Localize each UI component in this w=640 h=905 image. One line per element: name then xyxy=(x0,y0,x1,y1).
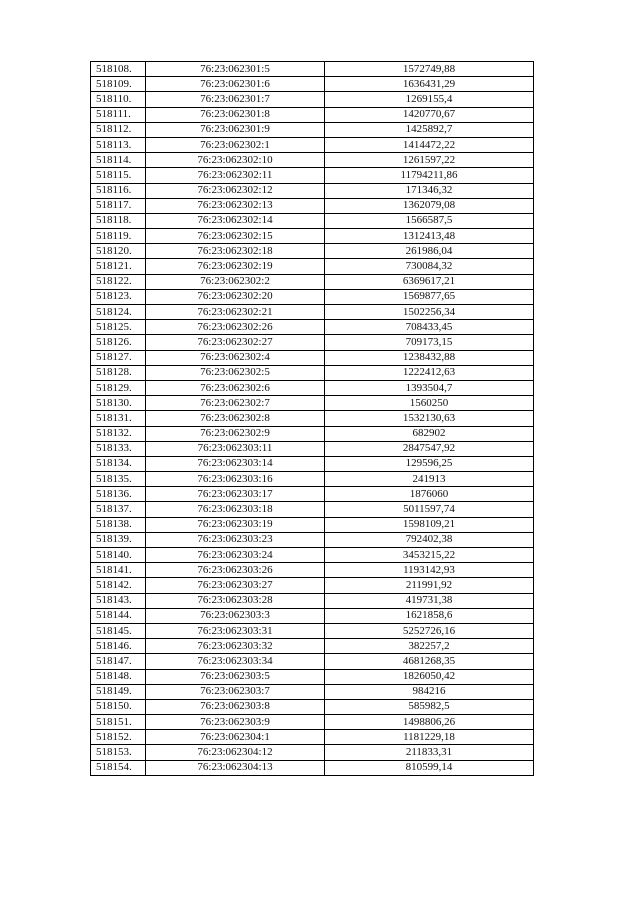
table-row xyxy=(91,441,534,456)
row-number-cell: 518148. xyxy=(91,669,146,684)
table-row xyxy=(91,760,534,775)
row-number-cell: 518130. xyxy=(91,396,146,411)
cadastral-value-cell: 682902 xyxy=(325,426,534,441)
cadastral-number-cell: 76:23:062302:27 xyxy=(146,335,325,350)
row-number-cell: 518149. xyxy=(91,684,146,699)
table-row xyxy=(91,289,534,304)
cadastral-value-cell: 709173,15 xyxy=(325,335,534,350)
cadastral-number-cell: 76:23:062303:8 xyxy=(146,699,325,714)
cadastral-value-cell: 1312413,48 xyxy=(325,229,534,244)
table-row xyxy=(91,305,534,320)
table-body xyxy=(91,62,534,776)
row-number-cell: 518133. xyxy=(91,441,146,456)
cadastral-number-cell: 76:23:062303:23 xyxy=(146,532,325,547)
cadastral-value-cell: 1238432,88 xyxy=(325,350,534,365)
cadastral-number-cell: 76:23:062302:5 xyxy=(146,365,325,380)
cadastral-number-cell: 76:23:062303:34 xyxy=(146,654,325,669)
cadastral-number-cell: 76:23:062302:1 xyxy=(146,137,325,152)
row-number-cell: 518137. xyxy=(91,502,146,517)
row-number-cell: 518120. xyxy=(91,244,146,259)
row-number-cell: 518145. xyxy=(91,623,146,638)
table-row xyxy=(91,548,534,563)
cadastral-number-cell: 76:23:062302:18 xyxy=(146,244,325,259)
cadastral-value-cell: 261986,04 xyxy=(325,244,534,259)
cadastral-value-cell: 1598109,21 xyxy=(325,517,534,532)
row-number-cell: 518140. xyxy=(91,548,146,563)
cadastral-number-cell: 76:23:062302:15 xyxy=(146,229,325,244)
cadastral-number-cell: 76:23:062301:7 xyxy=(146,92,325,107)
cadastral-value-cell: 419731,38 xyxy=(325,593,534,608)
cadastral-number-cell: 76:23:062302:26 xyxy=(146,320,325,335)
cadastral-number-cell: 76:23:062302:12 xyxy=(146,183,325,198)
cadastral-value-cell: 1222412,63 xyxy=(325,365,534,380)
cadastral-number-cell: 76:23:062302:4 xyxy=(146,350,325,365)
table-row xyxy=(91,335,534,350)
row-number-cell: 518131. xyxy=(91,411,146,426)
cadastral-number-cell: 76:23:062301:8 xyxy=(146,107,325,122)
cadastral-value-cell: 792402,38 xyxy=(325,532,534,547)
cadastral-number-cell: 76:23:062303:9 xyxy=(146,715,325,730)
cadastral-value-cell: 730084,32 xyxy=(325,259,534,274)
cadastral-value-cell: 241913 xyxy=(325,472,534,487)
table-row xyxy=(91,669,534,684)
table-row xyxy=(91,198,534,213)
cadastral-value-cell: 984216 xyxy=(325,684,534,699)
cadastral-number-cell: 76:23:062301:9 xyxy=(146,122,325,137)
row-number-cell: 518111. xyxy=(91,107,146,122)
cadastral-number-cell: 76:23:062303:7 xyxy=(146,684,325,699)
cadastral-value-cell: 1569877,65 xyxy=(325,289,534,304)
row-number-cell: 518123. xyxy=(91,289,146,304)
table-row xyxy=(91,608,534,623)
cadastral-number-cell: 76:23:062303:26 xyxy=(146,563,325,578)
table-row xyxy=(91,365,534,380)
cadastral-number-cell: 76:23:062303:3 xyxy=(146,608,325,623)
table-row xyxy=(91,380,534,395)
cadastral-value-cell: 1566587,5 xyxy=(325,213,534,228)
cadastral-value-cell: 1498806,26 xyxy=(325,715,534,730)
table-row xyxy=(91,137,534,152)
row-number-cell: 518141. xyxy=(91,563,146,578)
cadastral-value-cell: 585982,5 xyxy=(325,699,534,714)
cadastral-value-cell: 5252726,16 xyxy=(325,623,534,638)
row-number-cell: 518138. xyxy=(91,517,146,532)
table-row xyxy=(91,472,534,487)
table-row xyxy=(91,730,534,745)
cadastral-number-cell: 76:23:062304:12 xyxy=(146,745,325,760)
row-number-cell: 518128. xyxy=(91,365,146,380)
table-row xyxy=(91,183,534,198)
row-number-cell: 518134. xyxy=(91,456,146,471)
table-row xyxy=(91,168,534,183)
cadastral-number-cell: 76:23:062302:20 xyxy=(146,289,325,304)
cadastral-number-cell: 76:23:062304:13 xyxy=(146,760,325,775)
table-row xyxy=(91,229,534,244)
cadastral-value-cell: 810599,14 xyxy=(325,760,534,775)
cadastral-value-cell: 1876060 xyxy=(325,487,534,502)
row-number-cell: 518146. xyxy=(91,639,146,654)
row-number-cell: 518151. xyxy=(91,715,146,730)
table-row xyxy=(91,244,534,259)
row-number-cell: 518135. xyxy=(91,472,146,487)
cadastral-number-cell: 76:23:062302:11 xyxy=(146,168,325,183)
table-row xyxy=(91,502,534,517)
cadastral-value-cell: 1414472,22 xyxy=(325,137,534,152)
table-row xyxy=(91,699,534,714)
table-row xyxy=(91,578,534,593)
table-row xyxy=(91,320,534,335)
cadastral-number-cell: 76:23:062303:11 xyxy=(146,441,325,456)
table-row xyxy=(91,517,534,532)
table-row xyxy=(91,639,534,654)
cadastral-value-cell: 3453215,22 xyxy=(325,548,534,563)
table-row xyxy=(91,426,534,441)
cadastral-number-cell: 76:23:062303:17 xyxy=(146,487,325,502)
row-number-cell: 518125. xyxy=(91,320,146,335)
cadastral-value-cell: 1636431,29 xyxy=(325,77,534,92)
cadastral-value-cell: 129596,25 xyxy=(325,456,534,471)
cadastral-value-cell: 1826050,42 xyxy=(325,669,534,684)
cadastral-value-cell: 1420770,67 xyxy=(325,107,534,122)
cadastral-number-cell: 76:23:062302:13 xyxy=(146,198,325,213)
row-number-cell: 518115. xyxy=(91,168,146,183)
cadastral-number-cell: 76:23:062302:14 xyxy=(146,213,325,228)
table-row xyxy=(91,593,534,608)
cadastral-value-cell: 1560250 xyxy=(325,396,534,411)
row-number-cell: 518150. xyxy=(91,699,146,714)
cadastral-value-cell: 11794211,86 xyxy=(325,168,534,183)
row-number-cell: 518142. xyxy=(91,578,146,593)
row-number-cell: 518127. xyxy=(91,350,146,365)
table-row xyxy=(91,396,534,411)
table-row xyxy=(91,62,534,77)
cadastral-number-cell: 76:23:062301:5 xyxy=(146,62,325,77)
cadastral-value-cell: 708433,45 xyxy=(325,320,534,335)
cadastral-number-cell: 76:23:062303:31 xyxy=(146,623,325,638)
cadastral-value-cell: 1261597,22 xyxy=(325,153,534,168)
cadastral-value-cell: 5011597,74 xyxy=(325,502,534,517)
row-number-cell: 518121. xyxy=(91,259,146,274)
cadastral-number-cell: 76:23:062301:6 xyxy=(146,77,325,92)
table-row xyxy=(91,92,534,107)
cadastral-value-cell: 1393504,7 xyxy=(325,380,534,395)
row-number-cell: 518112. xyxy=(91,122,146,137)
cadastral-number-cell: 76:23:062303:16 xyxy=(146,472,325,487)
cadastral-number-cell: 76:23:062303:19 xyxy=(146,517,325,532)
table-row xyxy=(91,107,534,122)
table-row xyxy=(91,153,534,168)
cadastral-number-cell: 76:23:062303:14 xyxy=(146,456,325,471)
cadastral-value-cell: 1572749,88 xyxy=(325,62,534,77)
cadastral-value-cell: 1502256,34 xyxy=(325,305,534,320)
cadastral-value-cell: 1621858,6 xyxy=(325,608,534,623)
cadastral-number-cell: 76:23:062302:9 xyxy=(146,426,325,441)
table-row xyxy=(91,563,534,578)
cadastral-value-cell: 1362079,08 xyxy=(325,198,534,213)
cadastral-value-cell: 1532130,63 xyxy=(325,411,534,426)
cadastral-number-cell: 76:23:062303:28 xyxy=(146,593,325,608)
row-number-cell: 518108. xyxy=(91,62,146,77)
cadastral-number-cell: 76:23:062302:8 xyxy=(146,411,325,426)
table-row xyxy=(91,122,534,137)
table-row xyxy=(91,213,534,228)
cadastral-value-cell: 4681268,35 xyxy=(325,654,534,669)
row-number-cell: 518109. xyxy=(91,77,146,92)
cadastral-number-cell: 76:23:062303:32 xyxy=(146,639,325,654)
row-number-cell: 518117. xyxy=(91,198,146,213)
cadastral-value-cell: 211833,31 xyxy=(325,745,534,760)
row-number-cell: 518152. xyxy=(91,730,146,745)
row-number-cell: 518144. xyxy=(91,608,146,623)
table-row xyxy=(91,259,534,274)
cadastral-number-cell: 76:23:062303:27 xyxy=(146,578,325,593)
cadastral-value-cell: 1193142,93 xyxy=(325,563,534,578)
cadastral-number-cell: 76:23:062302:21 xyxy=(146,305,325,320)
cadastral-number-cell: 76:23:062302:6 xyxy=(146,380,325,395)
table-row xyxy=(91,274,534,289)
row-number-cell: 518124. xyxy=(91,305,146,320)
cadastral-value-cell: 382257,2 xyxy=(325,639,534,654)
row-number-cell: 518154. xyxy=(91,760,146,775)
row-number-cell: 518122. xyxy=(91,274,146,289)
row-number-cell: 518114. xyxy=(91,153,146,168)
cadastral-value-cell: 1269155,4 xyxy=(325,92,534,107)
row-number-cell: 518118. xyxy=(91,213,146,228)
row-number-cell: 518147. xyxy=(91,654,146,669)
cadastral-number-cell: 76:23:062304:1 xyxy=(146,730,325,745)
table-row xyxy=(91,745,534,760)
row-number-cell: 518129. xyxy=(91,380,146,395)
cadastral-number-cell: 76:23:062302:2 xyxy=(146,274,325,289)
cadastral-number-cell: 76:23:062303:5 xyxy=(146,669,325,684)
row-number-cell: 518136. xyxy=(91,487,146,502)
cadastral-value-cell: 211991,92 xyxy=(325,578,534,593)
table-row xyxy=(91,715,534,730)
row-number-cell: 518110. xyxy=(91,92,146,107)
row-number-cell: 518143. xyxy=(91,593,146,608)
table-row xyxy=(91,532,534,547)
row-number-cell: 518139. xyxy=(91,532,146,547)
row-number-cell: 518119. xyxy=(91,229,146,244)
row-number-cell: 518113. xyxy=(91,137,146,152)
cadastral-value-cell: 171346,32 xyxy=(325,183,534,198)
table-row xyxy=(91,654,534,669)
row-number-cell: 518126. xyxy=(91,335,146,350)
cadastral-value-cell: 1181229,18 xyxy=(325,730,534,745)
cadastral-number-cell: 76:23:062302:19 xyxy=(146,259,325,274)
table-row xyxy=(91,487,534,502)
row-number-cell: 518132. xyxy=(91,426,146,441)
cadastral-number-cell: 76:23:062303:18 xyxy=(146,502,325,517)
table-row xyxy=(91,623,534,638)
table-row xyxy=(91,77,534,92)
cadastral-number-cell: 76:23:062302:7 xyxy=(146,396,325,411)
cadastral-number-cell: 76:23:062303:24 xyxy=(146,548,325,563)
row-number-cell: 518153. xyxy=(91,745,146,760)
cadastral-value-table xyxy=(90,61,534,776)
cadastral-value-cell: 2847547,92 xyxy=(325,441,534,456)
table-row xyxy=(91,684,534,699)
cadastral-value-cell: 6369617,21 xyxy=(325,274,534,289)
table-row xyxy=(91,411,534,426)
table-row xyxy=(91,350,534,365)
cadastral-number-cell: 76:23:062302:10 xyxy=(146,153,325,168)
row-number-cell: 518116. xyxy=(91,183,146,198)
cadastral-value-cell: 1425892,7 xyxy=(325,122,534,137)
table-row xyxy=(91,456,534,471)
